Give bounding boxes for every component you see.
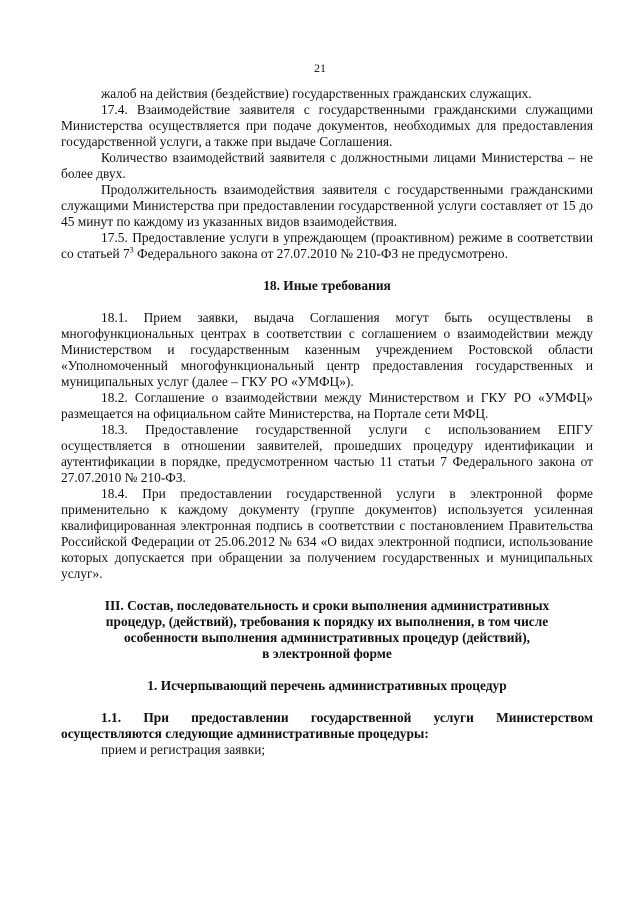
section-III-line-1: III. Состав, последовательность и сроки выполнения административных [104,598,550,613]
paragraph-17-4: 17.4. Взаимодействие заявителя с государственными гражданскими служащими Министерства осуществляется при подаче документов, необходимых для предоставления государственной услуги, а также при выдаче Соглашения. [61,102,593,149]
list-item-intake: прием и регистрация заявки; [101,742,266,757]
paragraph-complaints: жалоб на действия (бездействие) государственных гражданских служащих. [101,86,532,101]
section-III-line-4: в электронной форме [262,646,392,661]
section-III-line-3: особенности выполнения административных процедур (действий), [123,630,531,645]
paragraph-17-5 [61,230,593,262]
paragraph-18-2: 18.2. Соглашение о взаимодействии между Министерством и ГКУ РО «УМФЦ» размещается на официальном сайте Министерства, на Портале сети МФЦ. [61,390,593,421]
paragraph-17-5-start: 17.5. Предоставление услуги в упреждающем (проактивном) режиме в соответствии со статьей 7 [61,230,593,261]
heading-18: 18. Иные требования [263,278,391,293]
superscript-3: 3 [129,245,134,255]
page-number: 21 [314,61,326,75]
paragraph-interaction-count: Количество взаимодействий заявителя с должностными лицами Министерства – не более двух. [61,150,593,181]
paragraph-1-1: 1.1. При предоставлении государственной услуги Министерством осуществляются следующие административные процедуры: [61,710,593,741]
section-III-line-2: процедур, (действий), требования к порядку их выполнения, в том числе [105,614,549,629]
paragraph-18-1: 18.1. Прием заявки, выдача Соглашения могут быть осуществлены в многофункциональных центрах в соответствии с соглашением о взаимодействии между Министерством и государственным казенным учреждением Ростовской области «Уполномоченный многофункциональный центр предоставления государственных и муниципальных услуг (далее – ГКУ РО «УМФЦ»). [61,310,593,389]
heading-1-procedures: 1. Исчерпывающий перечень административных процедур [147,678,507,693]
paragraph-18-3: 18.3. Предоставление государственной услуги с использованием ЕПГУ осуществляется в отношении заявителей, прошедших процедуру идентификации и аутентификации в порядке, предусмотренном частью 11 статьи 7 Федерального закона от 27.07.2010 № 210-ФЗ. [61,422,593,485]
paragraph-interaction-duration: Продолжительность взаимодействия заявителя с государственными гражданскими служащими Министерства при предоставлении государственной услуги составляет от 15 до 45 минут по каждому из указанных видов взаимодействия. [61,182,593,229]
section-III-heading [61,598,593,662]
page-content [61,86,593,758]
paragraph-17-5-end: Федерального закона от 27.07.2010 № 210-ФЗ не предусмотрено. [133,246,508,261]
paragraph-18-4: 18.4. При предоставлении государственной услуги в электронной форме применительно к каждому документу (группе документов) используется усиленная квалифицированная электронная подпись в соответствии с постановлением Правительства Российской Федерации от 25.06.2012 № 634 «О видах электронной подписи, использование которых допускается при обращении за получением государственных и муниципальных услуг». [61,486,593,581]
